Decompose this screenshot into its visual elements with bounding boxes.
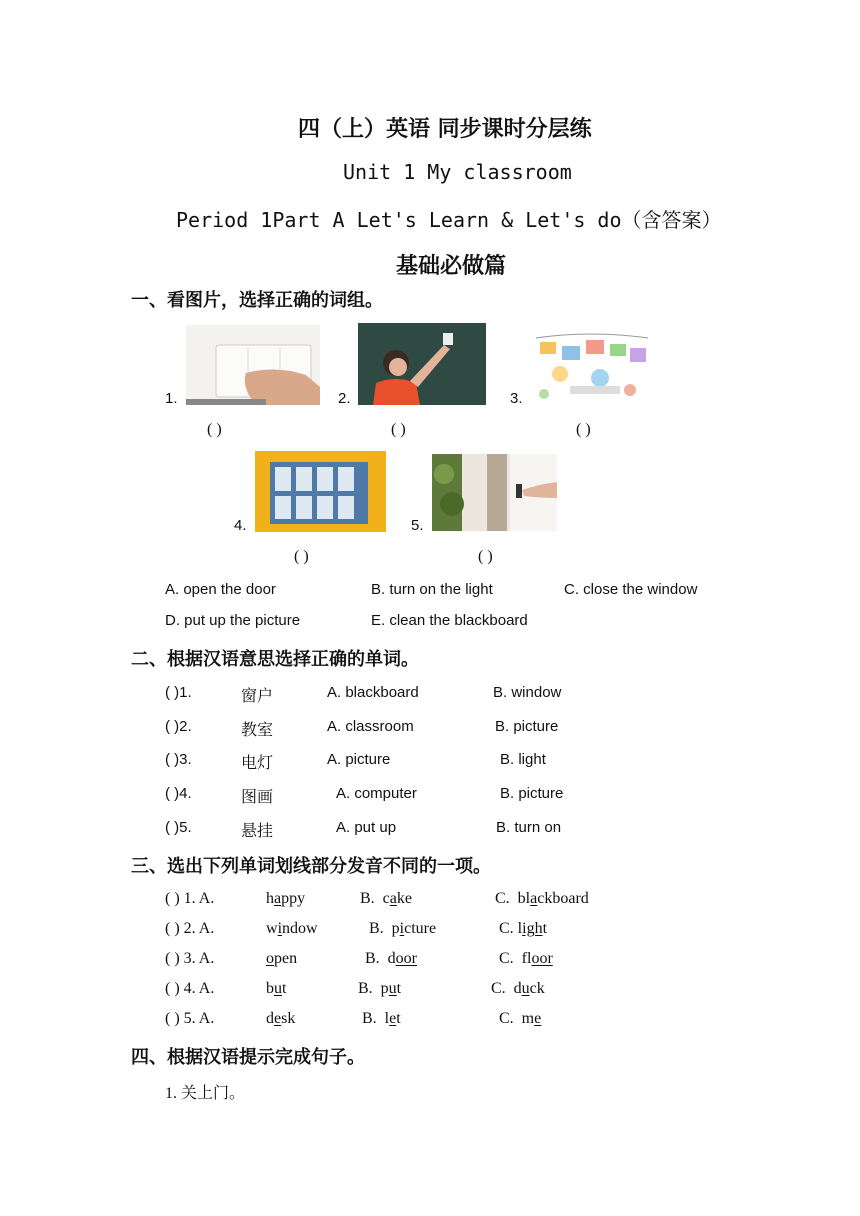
- chinese-word: 电灯: [241, 755, 274, 772]
- word-b: B. put: [358, 980, 402, 997]
- word-a: window: [266, 920, 318, 937]
- picture-number: 3.: [510, 390, 523, 407]
- choice-b: B. window: [493, 684, 562, 701]
- answer-paren[interactable]: ( ): [478, 548, 493, 565]
- picture-number: 1.: [165, 390, 178, 407]
- picture-number: 4.: [234, 517, 247, 534]
- word-b: B. cake: [360, 890, 412, 907]
- light-switch-photo: [186, 325, 320, 405]
- level-title: 基础必做篇: [396, 254, 507, 279]
- word-b: B. picture: [369, 920, 437, 937]
- section3-heading: 三、选出下列单词划线部分发音不同的一项。: [131, 856, 491, 877]
- picture-number: 2.: [338, 390, 351, 407]
- question-number: ( ) 5. A.: [165, 1010, 215, 1027]
- choice-b: B. picture: [500, 785, 564, 802]
- chinese-word: 窗户: [241, 688, 274, 705]
- word-c: C. blackboard: [495, 890, 589, 907]
- picture-number: 5.: [411, 517, 424, 534]
- choice-a: A. classroom: [327, 718, 414, 735]
- chinese-word: 图画: [241, 789, 274, 806]
- choice-a: A. put up: [336, 819, 397, 836]
- question-number: ( )3.: [165, 751, 192, 768]
- option-a: A. open the door: [165, 581, 276, 598]
- choice-b: B. light: [500, 751, 546, 768]
- choice-b: B. turn on: [496, 819, 562, 836]
- section2-heading: 二、根据汉语意思选择正确的单词。: [131, 649, 419, 670]
- choice-a: A. picture: [327, 751, 391, 768]
- window-photo: [255, 451, 386, 532]
- sentence-item: 1. 关上门。: [165, 1085, 246, 1102]
- option-d: D. put up the picture: [165, 612, 301, 629]
- choice-a: A. computer: [336, 785, 417, 802]
- question-number: ( ) 2. A.: [165, 920, 215, 937]
- word-b: B. let: [362, 1010, 401, 1027]
- question-number: ( ) 4. A.: [165, 980, 215, 997]
- question-number: ( )2.: [165, 718, 192, 735]
- option-e: E. clean the blackboard: [371, 612, 528, 629]
- word-c: C. floor: [499, 950, 553, 967]
- page-title: 四（上）英语 同步课时分层练: [298, 117, 592, 142]
- question-number: ( ) 3. A.: [165, 950, 215, 967]
- girl-at-blackboard-photo: [358, 323, 486, 405]
- question-number: ( ) 1. A.: [165, 890, 215, 907]
- chinese-word: 教室: [241, 722, 274, 739]
- answer-paren[interactable]: ( ): [576, 421, 591, 438]
- choice-a: A. blackboard: [327, 684, 419, 701]
- section1-heading: 一、看图片，选择正确的词组。: [131, 290, 383, 311]
- word-b: B. door: [365, 950, 417, 967]
- option-b: B. turn on the light: [371, 581, 493, 598]
- section4-heading: 四、根据汉语提示完成句子。: [131, 1047, 365, 1068]
- word-a: desk: [266, 1010, 296, 1027]
- unit-title: Unit 1 My classroom: [343, 160, 572, 184]
- hanging-pictures-drawing: [530, 328, 654, 408]
- choice-b: B. picture: [495, 718, 559, 735]
- word-a: happy: [266, 890, 306, 907]
- word-c: C. light: [499, 920, 548, 937]
- word-a: but: [266, 980, 287, 997]
- period-title: Period 1Part A Let's Learn & Let's do（含答案）: [176, 208, 722, 232]
- word-a: open: [266, 950, 298, 967]
- door-handle-photo: [432, 454, 557, 531]
- question-number: ( )1.: [165, 684, 192, 701]
- question-number: ( )5.: [165, 819, 192, 836]
- answer-paren[interactable]: ( ): [294, 548, 309, 565]
- chinese-word: 悬挂: [241, 823, 274, 840]
- word-c: C. me: [499, 1010, 542, 1027]
- answer-paren[interactable]: ( ): [391, 421, 406, 438]
- option-c: C. close the window: [564, 581, 698, 598]
- word-c: C. duck: [491, 980, 545, 997]
- answer-paren[interactable]: ( ): [207, 421, 222, 438]
- question-number: ( )4.: [165, 785, 192, 802]
